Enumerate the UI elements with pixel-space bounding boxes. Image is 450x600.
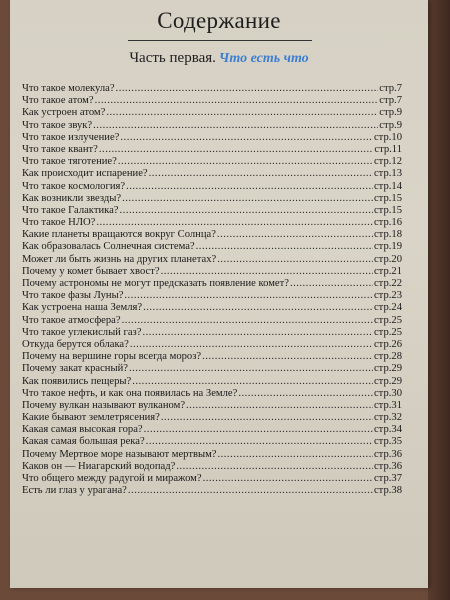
toc-entry <box>22 473 402 485</box>
toc-leader-dots <box>217 229 373 241</box>
toc-leader-dots <box>130 339 373 351</box>
toc-entry-title: Почему закат красный? <box>22 363 128 375</box>
toc-leader-dots <box>122 193 373 205</box>
toc-entry-page: стр.7 <box>379 83 402 94</box>
toc-entry <box>22 424 402 436</box>
toc-entry-page: стр.9 <box>379 119 402 131</box>
toc-entry <box>22 229 402 241</box>
toc-leader-dots <box>186 400 373 412</box>
toc-entry <box>22 436 402 448</box>
toc-entry <box>22 83 402 95</box>
toc-leader-dots <box>106 107 378 119</box>
toc-entry-title: Что такое нефть, и как она появилась на Земле? <box>22 387 238 399</box>
toc-entry <box>22 351 402 363</box>
toc-entry-page: стр.38 <box>373 485 402 497</box>
toc-entry <box>22 241 402 253</box>
toc-leader-dots <box>176 461 373 473</box>
toc-entry-page: стр.28 <box>373 351 402 363</box>
toc-entry <box>22 376 402 388</box>
page-title: Содержание <box>157 8 281 33</box>
toc-entry-title: Как устроен атом? <box>22 107 106 119</box>
toc-entry-page: стр.36 <box>373 460 402 472</box>
toc-entry-page: стр.12 <box>373 156 402 168</box>
toc-entry-page: стр.7 <box>379 95 402 107</box>
toc-entry-title: Какие бывают землетрясения? <box>22 412 160 424</box>
toc-entry <box>22 363 402 375</box>
toc-entry-title: Почему астрономы не могут предсказать появление комет? <box>22 278 289 289</box>
toc-entry-page: стр.26 <box>373 338 402 350</box>
toc-entry-title: Как происходит испарение? <box>22 168 148 180</box>
toc-entry <box>22 217 402 229</box>
toc-leader-dots <box>144 424 373 436</box>
toc-leader-dots <box>118 156 373 168</box>
toc-entry-page: стр.32 <box>373 412 402 424</box>
toc-entry-title: Что такое атмосфера? <box>22 314 121 326</box>
toc-leader-dots <box>290 278 373 290</box>
toc-entry-page: стр.25 <box>373 326 402 338</box>
toc-entry-page: стр.22 <box>373 278 402 289</box>
toc-leader-dots <box>146 436 373 448</box>
toc-entry <box>22 461 402 473</box>
toc-entry-page: стр.13 <box>373 168 402 180</box>
toc-leader-dots <box>161 412 373 424</box>
toc-entry-page: стр.15 <box>373 204 402 216</box>
toc-entry-title: Что такое квант? <box>22 143 98 155</box>
toc-entry-page: стр.31 <box>373 399 402 411</box>
toc-entry-page: стр.9 <box>379 107 402 119</box>
toc-leader-dots <box>96 217 373 229</box>
toc-leader-dots <box>143 302 373 314</box>
toc-entry <box>22 168 402 180</box>
table-of-contents <box>22 83 402 497</box>
toc-entry <box>22 144 402 156</box>
toc-entry-title: Почему вулкан называют вулканом? <box>22 399 186 411</box>
toc-leader-dots <box>196 241 373 253</box>
toc-entry <box>22 95 402 107</box>
part-heading <box>10 50 428 67</box>
toc-leader-dots <box>132 376 373 388</box>
toc-entry-title: Что такое углекислый газ? <box>22 326 142 338</box>
toc-entry <box>22 278 402 290</box>
toc-leader-dots <box>149 168 373 180</box>
toc-entry-title: Что такое атом? <box>22 95 94 107</box>
toc-leader-dots <box>122 315 373 327</box>
toc-entry-title: Как устроена наша Земля? <box>22 302 143 314</box>
toc-leader-dots <box>120 132 373 144</box>
toc-entry-title: Почему Мертвое море называют мертвым? <box>22 448 217 460</box>
toc-entry-title: Что такое излучение? <box>22 131 120 143</box>
toc-entry <box>22 449 402 461</box>
toc-entry <box>22 156 402 168</box>
toc-entry-title: Как появились пещеры? <box>22 375 132 387</box>
toc-entry-page: стр.29 <box>373 363 402 375</box>
part-label: Часть первая. <box>129 50 216 66</box>
toc-entry-title: Какая самая высокая гора? <box>22 424 143 436</box>
toc-entry-title: Что такое звук? <box>22 119 93 131</box>
toc-entry-page: стр.18 <box>373 229 402 241</box>
toc-leader-dots <box>120 205 373 217</box>
toc-leader-dots <box>116 83 379 95</box>
toc-entry-title: Может ли быть жизнь на других планетах? <box>22 253 217 265</box>
toc-entry-title: Как образовалась Солнечная система? <box>22 241 195 253</box>
book-page <box>10 0 428 588</box>
toc-entry <box>22 193 402 205</box>
book-edge <box>428 0 450 600</box>
toc-entry <box>22 400 402 412</box>
toc-entry-title: Как возникли звезды? <box>22 192 122 204</box>
toc-entry-title: Что такое НЛО? <box>22 217 96 229</box>
toc-entry-title: Есть ли глаз у урагана? <box>22 485 127 497</box>
toc-leader-dots <box>217 449 373 461</box>
toc-leader-dots <box>203 473 373 485</box>
toc-leader-dots <box>93 120 378 132</box>
toc-entry-title: Что такое молекула? <box>22 83 115 94</box>
toc-leader-dots <box>202 351 373 363</box>
toc-leader-dots <box>238 388 373 400</box>
toc-entry-page: стр.23 <box>373 290 402 302</box>
toc-leader-dots <box>217 254 373 266</box>
toc-entry <box>22 315 402 327</box>
toc-entry-page: стр.37 <box>373 473 402 484</box>
toc-entry-page: стр.16 <box>373 217 402 229</box>
toc-entry <box>22 339 402 351</box>
toc-entry <box>22 302 402 314</box>
toc-entry <box>22 120 402 132</box>
toc-entry-title: Что такое космология? <box>22 180 126 192</box>
toc-entry-page: стр.35 <box>373 436 402 448</box>
toc-entry <box>22 388 402 400</box>
toc-entry-page: стр.14 <box>373 180 402 192</box>
toc-entry-page: стр.11 <box>374 143 402 155</box>
toc-entry-title: Что такое Галактика? <box>22 204 119 216</box>
toc-entry-page: стр.30 <box>373 387 402 399</box>
toc-leader-dots <box>128 485 373 497</box>
toc-entry-title: Что общего между радугой и миражом? <box>22 473 202 484</box>
part-subtitle: Что есть что <box>218 51 309 66</box>
toc-entry-page: стр.10 <box>373 131 402 143</box>
toc-entry <box>22 107 402 119</box>
toc-entry-page: стр.34 <box>373 424 402 436</box>
toc-leader-dots <box>129 363 373 375</box>
toc-entry <box>22 327 402 339</box>
toc-entry-title: Почему на вершине горы всегда мороз? <box>22 351 202 363</box>
toc-entry-page: стр.15 <box>373 192 402 204</box>
toc-entry <box>22 290 402 302</box>
toc-entry-page: стр.21 <box>373 265 402 277</box>
toc-entry-page: стр.29 <box>373 375 402 387</box>
toc-entry <box>22 132 402 144</box>
toc-entry-title: Что такое тяготение? <box>22 156 117 168</box>
toc-entry-page: стр.25 <box>373 314 402 326</box>
toc-entry <box>22 205 402 217</box>
toc-entry-page: стр.36 <box>373 448 402 460</box>
toc-entry-page: стр.24 <box>373 302 402 314</box>
toc-entry-page: стр.19 <box>373 241 402 253</box>
toc-entry-title: Откуда берутся облака? <box>22 338 129 350</box>
title-underline <box>128 40 312 41</box>
toc-entry <box>22 254 402 266</box>
toc-leader-dots <box>99 144 374 156</box>
toc-entry-title: Какие планеты вращаются вокруг Солнца? <box>22 229 216 241</box>
toc-entry <box>22 412 402 424</box>
toc-leader-dots <box>124 290 373 302</box>
toc-entry-page: стр.20 <box>373 253 402 265</box>
toc-leader-dots <box>126 181 373 193</box>
toc-leader-dots <box>161 266 373 278</box>
toc-entry <box>22 181 402 193</box>
toc-entry-title: Почему у комет бывает хвост? <box>22 265 160 277</box>
toc-entry-title: Каков он — Ниагарский водопад? <box>22 460 176 472</box>
toc-entry <box>22 485 402 497</box>
toc-entry <box>22 266 402 278</box>
toc-entry-title: Что такое фазы Луны? <box>22 290 124 302</box>
toc-leader-dots <box>95 95 379 107</box>
toc-leader-dots <box>142 327 373 339</box>
toc-entry-title: Какая самая большая река? <box>22 436 145 448</box>
